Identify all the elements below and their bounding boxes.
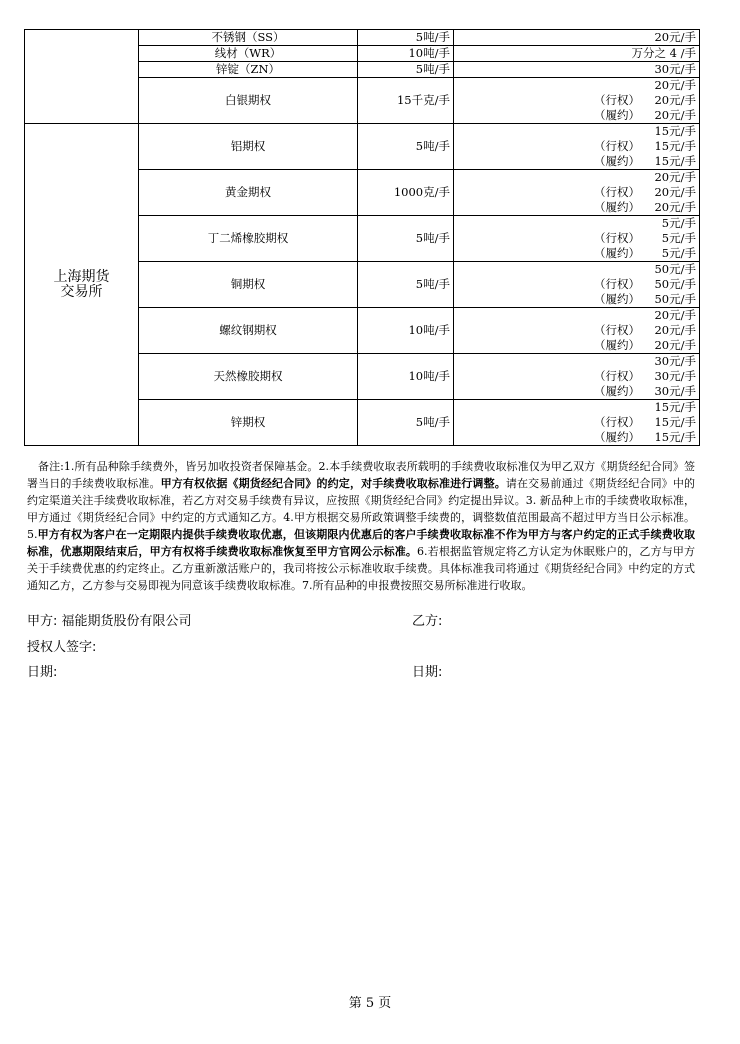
fee-table-body xyxy=(25,30,700,446)
fee-type-label: （履约） xyxy=(594,108,640,122)
fee-amount: 30元/手 xyxy=(654,384,696,398)
fee-type-label: （行权） xyxy=(594,415,640,429)
fee-cell xyxy=(454,78,700,124)
fee-amount: 50元/手 xyxy=(654,292,696,306)
product-name-cell: 天然橡胶期权 xyxy=(139,354,358,400)
fee-amount: 15元/手 xyxy=(654,430,696,444)
fee-type-label: （行权） xyxy=(594,93,640,107)
product-name-cell: 丁二烯橡胶期权 xyxy=(139,216,358,262)
notes-text-1: 备注:1.所有品种除手续费外，皆另加收投资者保障基金。2.本手续费收取表所载明的手续费收取标准仅为甲乙双方《期货经纪合同》签署当日的手续费收取标准。 xyxy=(27,460,695,490)
authorized-signature-label: 授权人签字: xyxy=(27,640,97,655)
fee-type-label: （行权） xyxy=(594,231,640,245)
fee-amount: 20元/手 xyxy=(654,185,696,199)
fee-line xyxy=(457,415,696,430)
fee-line xyxy=(457,154,696,169)
fee-type-label: （行权） xyxy=(594,369,640,383)
product-name-cell: 线材（WR） xyxy=(139,46,358,62)
fee-cell xyxy=(454,30,700,46)
notes-bold-1: 甲方有权依据《期货经纪合同》的约定，对手续费收取标准进行调整。 xyxy=(160,477,506,490)
fee-amount: 50元/手 xyxy=(654,277,696,291)
fee-line xyxy=(457,292,696,307)
contract-unit-cell: 10吨/手 xyxy=(358,354,454,400)
fee-amount: 万分之 4 /手 xyxy=(631,46,696,60)
fee-cell xyxy=(454,354,700,400)
exchange-name-line-2: 交易所 xyxy=(60,283,103,300)
page-number: 第 5 页 xyxy=(348,996,392,1011)
fee-line xyxy=(457,384,696,399)
product-name-cell: 铝期权 xyxy=(139,124,358,170)
fee-amount: 50元/手 xyxy=(654,262,696,276)
fee-line xyxy=(457,62,696,77)
fee-amount: 20元/手 xyxy=(654,323,696,337)
fee-amount: 15元/手 xyxy=(654,124,696,138)
party-b-date-label: 日期: xyxy=(412,665,443,680)
contract-unit-cell: 5吨/手 xyxy=(358,216,454,262)
fee-line xyxy=(457,200,696,215)
fee-line xyxy=(457,277,696,292)
fee-amount: 20元/手 xyxy=(654,108,696,122)
notes-paragraph xyxy=(27,458,695,594)
fee-type-label: （履约） xyxy=(594,246,640,260)
fee-amount: 15元/手 xyxy=(654,415,696,429)
fee-amount: 20元/手 xyxy=(654,170,696,184)
fee-amount: 20元/手 xyxy=(654,308,696,322)
contract-unit-cell: 5吨/手 xyxy=(358,62,454,78)
fee-amount: 15元/手 xyxy=(654,400,696,414)
party-a-date-label: 日期: xyxy=(27,665,58,680)
fee-amount: 5元/手 xyxy=(661,216,696,230)
fee-line xyxy=(457,216,696,231)
fee-cell xyxy=(454,400,700,446)
fee-line xyxy=(457,124,696,139)
contract-unit-cell: 1000克/手 xyxy=(358,170,454,216)
fee-cell xyxy=(454,62,700,78)
exchange-name-cell xyxy=(25,124,139,446)
product-name-cell: 螺纹钢期权 xyxy=(139,308,358,354)
fee-line xyxy=(457,354,696,369)
fee-line xyxy=(457,308,696,323)
fee-line xyxy=(457,185,696,200)
fee-amount: 20元/手 xyxy=(654,200,696,214)
fee-line xyxy=(457,338,696,353)
product-name-cell: 锌期权 xyxy=(139,400,358,446)
fee-amount: 15元/手 xyxy=(654,139,696,153)
fee-amount: 5元/手 xyxy=(661,246,696,260)
fee-line xyxy=(457,46,696,61)
fee-line xyxy=(457,231,696,246)
fee-amount: 20元/手 xyxy=(654,30,696,44)
fee-type-label: （行权） xyxy=(594,139,640,153)
fee-amount: 20元/手 xyxy=(654,338,696,352)
notes-text-3: 6.若根据监管规定将乙方认定为休眠账户的，乙方与甲方关于手续费优惠的约定终止。乙方重新激活账户的，我司将按公示标准收取手续费。具体标准我司将通过《期货经纪合同》中约定的方式通知乙方，乙方参与交易即视为同意该手续费收取标准。7.所有品种的申报费按照交易所标准进行收取。 xyxy=(27,545,695,592)
fee-line xyxy=(457,93,696,108)
fee-cell xyxy=(454,170,700,216)
fee-line xyxy=(457,246,696,261)
fee-type-label: （履约） xyxy=(594,430,640,444)
table-row xyxy=(25,124,700,170)
notes-bold-2: 甲方有权为客户在一定期限内提供手续费收取优惠，但该期限内优惠后的客户手续费收取标准不作为甲方与客户约定的正式手续费收取标准，优惠期限结束后，甲方有权将手续费收取标准恢复至甲方官网公示标准。 xyxy=(27,528,695,558)
fee-type-label: （履约） xyxy=(594,338,640,352)
fee-amount: 30元/手 xyxy=(654,62,696,76)
notes-text-2: 请在交易前通过《期货经纪合同》中的约定渠道关注手续费收取标准，若乙方对交易手续费有异议，应按照《期货经纪合同》约定提出异议。3. 新品种上市的手续费收取标准，甲方通过《期货经纪合同》中约定的方式通知乙方。4.甲方根据交易所政策调整手续费的，调整数值范围最高不超过甲方当日公示标准。5. xyxy=(27,477,696,541)
fee-amount: 5元/手 xyxy=(661,231,696,245)
fee-line xyxy=(457,108,696,123)
fee-cell xyxy=(454,308,700,354)
fee-line xyxy=(457,400,696,415)
contract-unit-cell: 15千克/手 xyxy=(358,78,454,124)
fee-type-label: （履约） xyxy=(594,200,640,214)
contract-unit-cell: 5吨/手 xyxy=(358,124,454,170)
product-name-cell: 白银期权 xyxy=(139,78,358,124)
fee-line xyxy=(457,170,696,185)
fee-type-label: （行权） xyxy=(594,323,640,337)
fee-cell xyxy=(454,262,700,308)
product-name-cell: 锌锭（ZN） xyxy=(139,62,358,78)
fee-line xyxy=(457,369,696,384)
table-row xyxy=(25,30,700,46)
contract-unit-cell: 10吨/手 xyxy=(358,46,454,62)
product-name-cell: 铜期权 xyxy=(139,262,358,308)
fee-amount: 20元/手 xyxy=(654,78,696,92)
fee-amount: 30元/手 xyxy=(654,369,696,383)
fee-table xyxy=(24,29,700,446)
fee-cell xyxy=(454,216,700,262)
party-b-label: 乙方: xyxy=(412,614,443,629)
product-name-cell: 黄金期权 xyxy=(139,170,358,216)
fee-amount: 30元/手 xyxy=(654,354,696,368)
contract-unit-cell: 5吨/手 xyxy=(358,262,454,308)
fee-type-label: （履约） xyxy=(594,292,640,306)
fee-cell xyxy=(454,46,700,62)
fee-line xyxy=(457,262,696,277)
exchange-cell-continued xyxy=(25,30,139,124)
fee-amount: 20元/手 xyxy=(654,93,696,107)
contract-unit-cell: 10吨/手 xyxy=(358,308,454,354)
fee-amount: 15元/手 xyxy=(654,154,696,168)
contract-unit-cell: 5吨/手 xyxy=(358,30,454,46)
fee-line xyxy=(457,139,696,154)
exchange-name-line-1: 上海期货 xyxy=(53,268,110,285)
fee-line xyxy=(457,323,696,338)
fee-type-label: （履约） xyxy=(594,154,640,168)
fee-line xyxy=(457,30,696,45)
party-a-label: 甲方: 福能期货股份有限公司 xyxy=(27,614,192,629)
fee-line xyxy=(457,78,696,93)
fee-type-label: （行权） xyxy=(594,185,640,199)
contract-unit-cell: 5吨/手 xyxy=(358,400,454,446)
product-name-cell: 不锈钢（SS） xyxy=(139,30,358,46)
fee-line xyxy=(457,430,696,445)
fee-type-label: （履约） xyxy=(594,384,640,398)
fee-type-label: （行权） xyxy=(594,277,640,291)
fee-cell xyxy=(454,124,700,170)
